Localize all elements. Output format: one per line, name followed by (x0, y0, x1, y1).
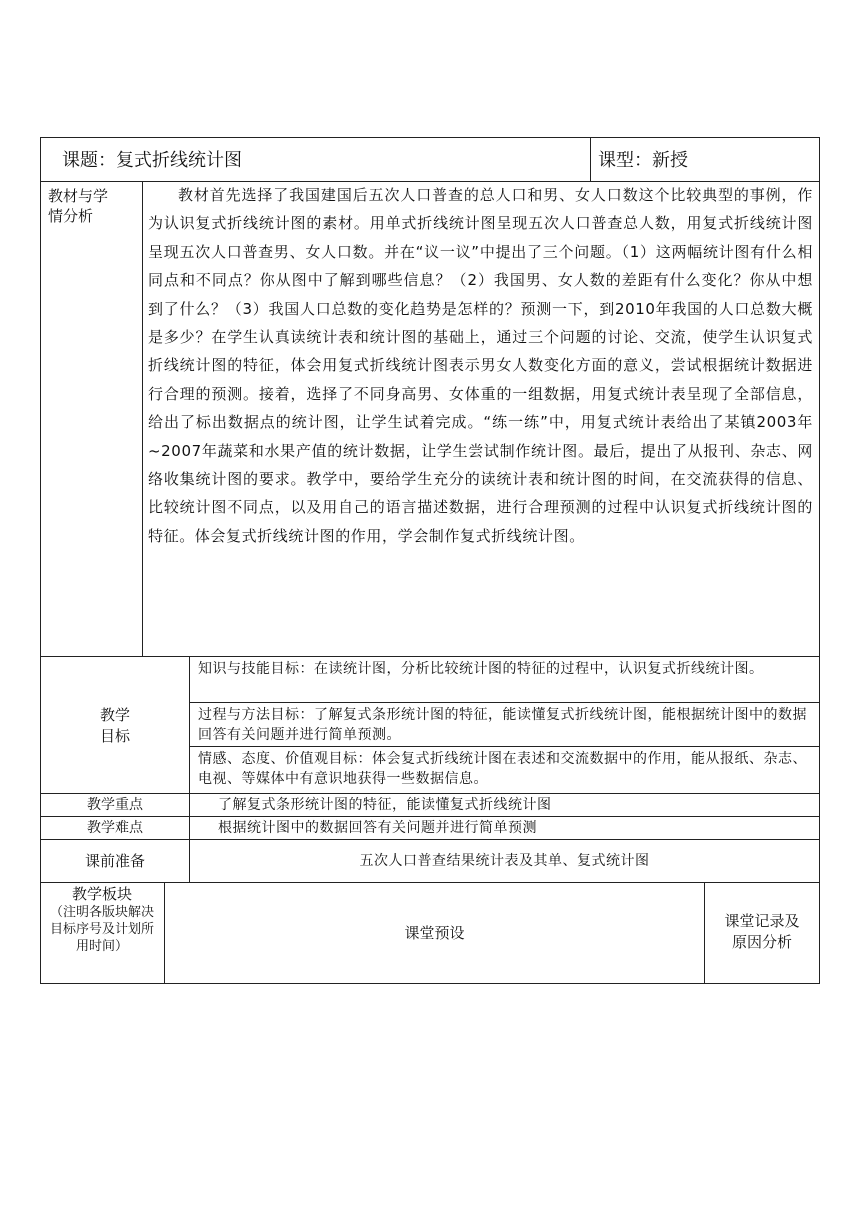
goals-label-line1: 教学 (99, 706, 130, 724)
table-border-top (40, 137, 820, 138)
blocks-record-line1: 课堂记录及 (724, 912, 800, 930)
lesson-type: 课型：新授 (598, 150, 688, 171)
key-point-label: 教学重点 (87, 797, 143, 813)
goal-knowledge: 知识与技能目标：在读统计图，分析比较统计图的特征的过程中，认识复式折线统计图。 (198, 661, 764, 677)
row-divider-keypoint (40, 816, 820, 817)
table-border-right (819, 137, 820, 984)
goals-label (41, 705, 189, 747)
analysis-label (48, 186, 140, 226)
preparation-label: 课前准备 (84, 852, 145, 870)
row-divider-difficulty (40, 839, 820, 840)
blocks-record (705, 911, 819, 953)
blocks-label-note: （注明各版块解决目标序号及计划所用时间） (49, 905, 154, 954)
row-divider-preparation (40, 882, 820, 883)
analysis-label-line2: 情分析 (48, 207, 94, 225)
row-divider-goals (40, 793, 820, 794)
analysis-label-line1: 教材与学 (48, 187, 109, 205)
goal-emotion: 情感、态度、价值观目标：体会复式折线统计图在表述和交流数据中的作用，能从报纸、杂志、电视、等媒体中有意识地获得一些数据信息。 (198, 751, 807, 787)
header-divider (590, 137, 591, 182)
blocks-label-title: 教学板块 (71, 885, 132, 903)
preparation-text: 五次人口普查结果统计表及其单、复式统计图 (359, 853, 650, 869)
row-divider-analysis (40, 656, 820, 657)
goal-process: 过程与方法目标：了解复式条形统计图的特征，能读懂复式折线统计图，能根据统计图中的数据回答有关问题并进行简单预测。 (198, 707, 807, 743)
goals-divider-1 (189, 702, 820, 703)
goals-divider-2 (189, 746, 820, 747)
blocks-label (44, 885, 160, 955)
blocks-preset: 课堂预设 (404, 924, 465, 942)
analysis-text: 教材首先选择了我国建国后五次人口普查的总人口和男、女人口数这个比较典型的事例，作为认识复式折线统计图的素材。用单式折线统计图呈现五次人口普查总人数，用复式折线统计图呈现五次人口普查男、女人口数。并在“议一议”中提出了三个问题。（1）这两幅统计图有什么相同点和不同点？你从图中了解到哪些信息？（2）我国男、女人数的差距有什么变化？你从中想到了什么？（3）我国人口总数的变化趋势是怎样的？预测一下，到2010年我国的人口总数大概是多少？在学生认真读统计表和统计图的基础上，通过三个问题的讨论、交流，使学生认识复式折线统计图的特征，体会用复式折线统计图表示男女人数变化方面的意义，尝试根据统计数据进行合理的预测。接着，选择了不同身高男、女体重的一组数据，用复式统计表呈现了全部信息，给出了标出数据点的统计图，让学生试着完成。“练一练”中，用复式统计表给出了某镇2003年~2007年蔬菜和水果产值的统计数据，让学生尝试制作统计图。最后，提出了从报刊、杂志、网络收集统计图的要求。教学中，要给学生充分的读统计表和统计图的时间，在交流获得的信息、比较统计图不同点，以及用自己的语言描述数据，进行合理预测的过程中认识复式折线统计图的特征。体会复式折线统计图的作用，学会制作复式折线统计图。 (148, 186, 813, 545)
analysis-divider (142, 181, 143, 657)
difficulty-label: 教学难点 (87, 820, 143, 836)
goals-label-line2: 目标 (99, 727, 130, 745)
table-border-bottom (40, 983, 820, 984)
lesson-topic: 课题：复式折线统计图 (62, 150, 242, 171)
key-point-text: 了解复式条形统计图的特征，能读懂复式折线统计图 (218, 797, 552, 813)
goals-divider-vertical (189, 656, 190, 883)
difficulty-text: 根据统计图中的数据回答有关问题并进行简单预测 (218, 820, 537, 836)
blocks-record-line2: 原因分析 (731, 933, 792, 951)
